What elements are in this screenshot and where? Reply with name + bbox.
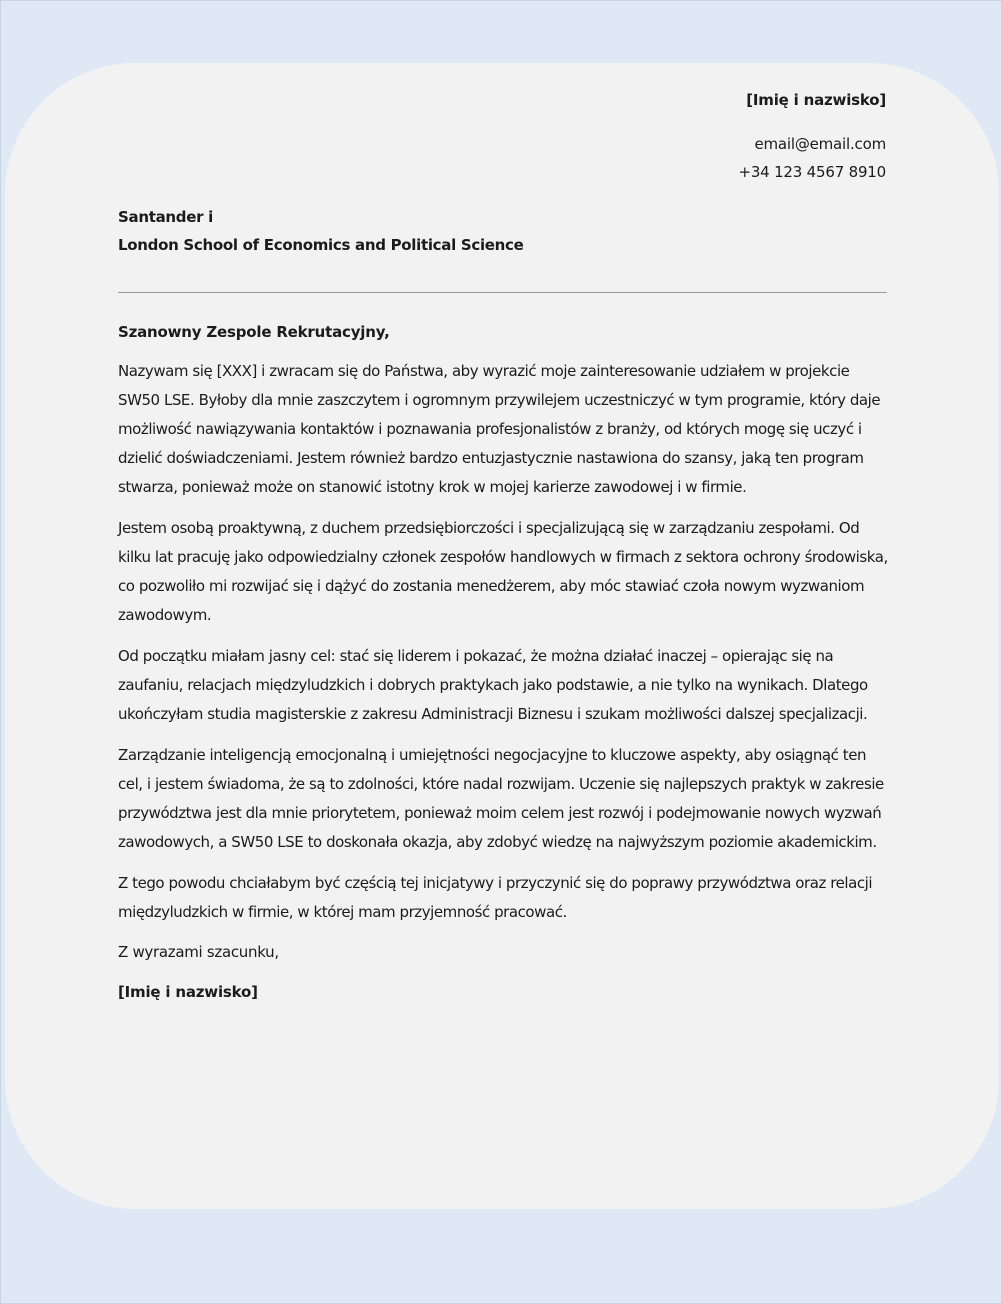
signature: [Imię i nazwisko] [118,983,258,1001]
paragraph-5: Z tego powodu chciałabym być częścią tej inicjatywy i przyczynić się do poprawy przywództwa oraz relacji międzyludzkich w firmie, w której mam przyjemność pracować. [118,874,873,921]
paragraph-3: Od początku miałam jasny cel: stać się liderem i pokazać, że można działać inaczej – opierając się na zaufaniu, relacjach międzyludzkich i dobrych praktykach jako podstawie, a nie tylko na wynikach. Dlatego ukończyłam studia magisterskie z zakresu Administracji Biznesu i szukam możliwości dalszej specjalizacji. [118,647,868,723]
recipient-line-2: London School of Economics and Political Science [118,236,524,254]
letter-body [118,319,890,1005]
paragraph-4: Zarządzanie inteligencją emocjonalną i umiejętności negocjacyjne to kluczowe aspekty, aby osiągnąć ten cel, i jestem świadoma, że są to zdolności, które nadal rozwijam. Uczenie się najlepszych praktyk w zakresie przywództwa jest dla mnie priorytetem, ponieważ moim celem jest rozwój i podejmowanie nowych wyzwań zawodowych, a SW50 LSE to doskonała okazja, aby zdobyć wiedzę na najwyższym poziomie akademickim. [118,746,884,851]
paragraph-1: Nazywam się [XXX] i zwracam się do Państwa, aby wyrazić moje zainteresowanie udziałem w projekcie SW50 LSE. Byłoby dla mnie zaszczytem i ogromnym przywilejem uczestniczyć w tym programie, który daje możliwość nawiązywania kontaktów i poznawania profesjonalistów z branży, od których mogę się uczyć i dzielić doświadczeniami. Jestem również bardzo entuzjastycznie nastawiona do szansy, jaką ten program stwarza, ponieważ może on stanowić istotny krok w mojej karierze zawodowej i w firmie. [118,362,881,496]
header-divider [118,292,887,293]
salutation: Szanowny Zespole Rekrutacyjny, [118,323,390,341]
paragraph-2: Jestem osobą proaktywną, z duchem przedsiębiorczości i specjalizującą się w zarządzaniu zespołami. Od kilku lat pracuję jako odpowiedzialny członek zespołów handlowych w firmach z sektora ochrony środowiska, co pozwoliło mi rozwijać się i dążyć do zostania menedżerem, aby móc stawiać czoła nowym wyzwaniom zawodowym. [118,519,888,624]
sender-phone: +34 123 4567 8910 [738,163,886,181]
sender-email: email@email.com [754,135,886,153]
sender-name: [Imię i nazwisko] [746,91,886,109]
recipient-block [118,203,524,259]
closing: Z wyrazami szacunku, [118,943,279,961]
recipient-line-1: Santander i [118,208,213,226]
sender-block [738,91,886,186]
